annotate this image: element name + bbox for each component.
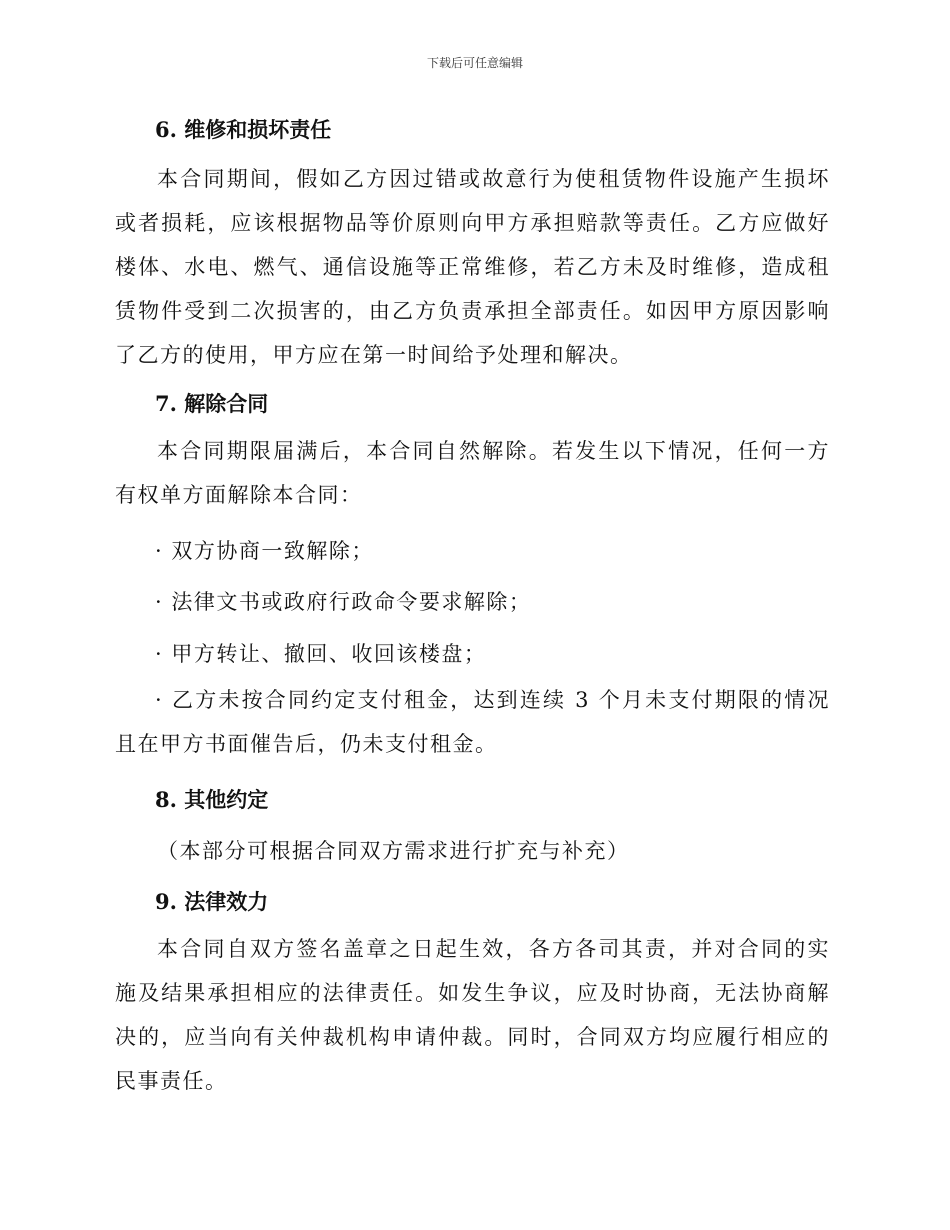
section-7-heading: 7. 解除合同 — [155, 391, 269, 416]
section-8-note: （本部分可根据合同双方需求进行扩充与补充） — [157, 839, 630, 863]
section-7-paragraph: 本合同期限届满后，本合同自然解除。若发生以下情况，任何一方有权单方面解除本合同： — [115, 439, 830, 507]
section-9-heading: 9. 法律效力 — [155, 889, 269, 914]
section-7-bullet-1: · 双方协商一致解除； — [155, 539, 374, 563]
section-6-heading: 6. 维修和损坏责任 — [155, 117, 332, 142]
section-8-heading: 8. 其他约定 — [155, 787, 269, 812]
header-note: 下载后可任意编辑 — [426, 56, 523, 70]
section-7-bullet-4: · 乙方未按合同约定支付租金，达到连续 3 个月未支付期限的情况且在甲方书面催告后，仍未支付租金。 — [115, 688, 830, 756]
section-7-bullet-2: · 法律文书或政府行政命令要求解除； — [155, 590, 532, 614]
section-9-paragraph: 本合同自双方签名盖章之日起生效，各方各司其责，并对合同的实施及结果承担相应的法律责任。如发生争议，应及时协商，无法协商解决的，应当向有关仲裁机构申请仲裁。同时，合同双方均应履行相应的民事责任。 — [115, 937, 830, 1093]
section-6-paragraph: 本合同期间，假如乙方因过错或故意行为使租赁物件设施产生损坏或者损耗，应该根据物品等价原则向甲方承担赔款等责任。乙方应做好楼体、水电、燃气、通信设施等正常维修，若乙方未及时维修，造成租赁物件受到二次损害的，由乙方负责承担全部责任。如因甲方原因影响了乙方的使用，甲方应在第一时间给予处理和解决。 — [115, 167, 830, 367]
section-7-bullet-3: · 甲方转让、撤回、收回该楼盘； — [155, 642, 487, 666]
